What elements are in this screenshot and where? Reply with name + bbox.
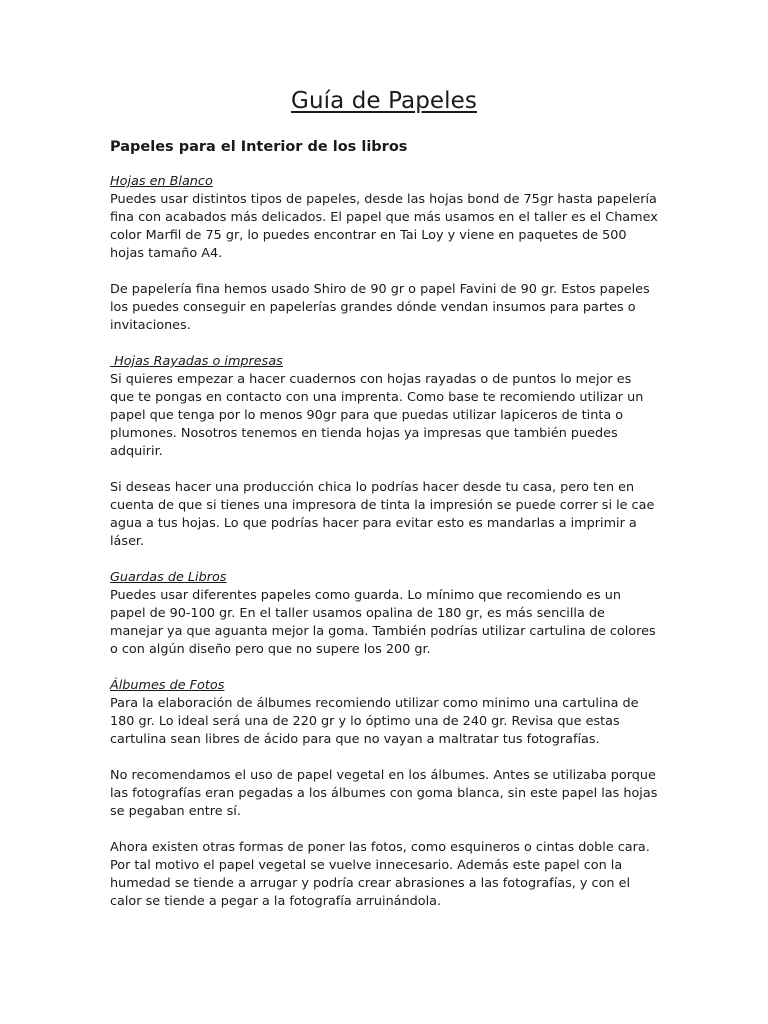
paragraph: Puedes usar diferentes papeles como guarda. Lo mínimo que recomiendo es un papel de 90-100 gr. En el taller usamos opalina de 180 gr, es más sencilla de manejar ya que aguanta mejor la goma. También podrías utilizar cartulina de colores o con algún diseño pero que no supere los 200 gr. <box>110 588 656 657</box>
subsection-heading: Hojas en Blanco <box>110 174 213 189</box>
paragraph: Puedes usar distintos tipos de papeles, desde las hojas bond de 75gr hasta papelería fina con acabados más delicados. El papel que más usamos en el taller es el Chamex color Marfil de 75 gr, lo puedes encontrar en Tai Loy y viene en paquetes de 500 hojas tamaño A4. <box>110 192 658 261</box>
subsection-heading: Álbumes de Fotos <box>110 678 225 693</box>
subsection-heading: Hojas Rayadas o impresas <box>110 354 283 369</box>
paragraph: Si deseas hacer una producción chica lo podrías hacer desde tu casa, pero ten en cuenta de que si tienes una impresora de tinta la impresión se puede correr si le cae agua a tus hojas. Lo que podrías hacer para evitar esto es mandarlas a imprimir a láser. <box>110 480 655 549</box>
section-heading: Papeles para el Interior de los libros <box>110 139 408 155</box>
document-body <box>110 138 658 929</box>
paragraph: Para la elaboración de álbumes recomiendo utilizar como minimo una cartulina de 180 gr. Lo ideal será una de 220 gr y lo óptimo una de 240 gr. Revisa que estas cartulina sean libres de ácido para que no vayan a maltratar tus fotografías. <box>110 696 639 747</box>
subsection-heading: Guardas de Libros <box>110 570 227 585</box>
paragraph: No recomendamos el uso de papel vegetal en los álbumes. Antes se utilizaba porque las fotografías eran pegadas a los álbumes con goma blanca, sin este papel las hojas se pegaban entre sí. <box>110 768 658 819</box>
paragraph: De papelería fina hemos usado Shiro de 90 gr o papel Favini de 90 gr. Estos papeles los puedes conseguir en papelerías grandes dónde vendan insumos para partes o invitaciones. <box>110 282 650 333</box>
paragraph: Si quieres empezar a hacer cuadernos con hojas rayadas o de puntos lo mejor es que te pongas en contacto con una imprenta. Como base te recomiendo utilizar un papel que tenga por lo menos 90gr para que puedas utilizar lapiceros de tinta o plumones. Nosotros tenemos en tienda hojas ya impresas que también puedes adquirir. <box>110 372 644 459</box>
subsection-hojas-en-blanco <box>110 173 658 335</box>
subsection-hojas-rayadas <box>110 353 658 551</box>
subsection-guardas-de-libros <box>110 569 658 659</box>
subsection-albumes-de-fotos <box>110 677 658 911</box>
document-title: Guía de Papeles <box>291 88 477 114</box>
paragraph: Ahora existen otras formas de poner las fotos, como esquineros o cintas doble cara. Por tal motivo el papel vegetal se vuelve innecesario. Además este papel con la humedad se tiende a arrugar y podría crear abrasiones a las fotografías, y con el calor se tiende a pegar a la fotografía arruinándola. <box>110 840 650 909</box>
